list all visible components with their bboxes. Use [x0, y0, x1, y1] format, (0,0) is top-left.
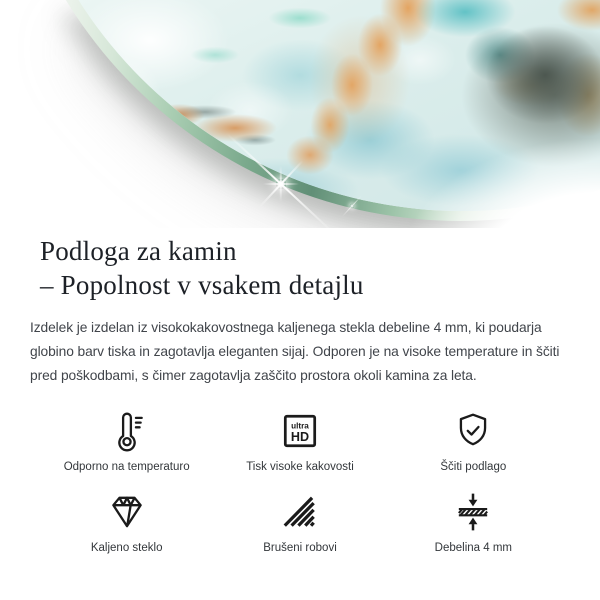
thermometer-icon: [106, 410, 148, 452]
feature-polished-edges: [213, 491, 386, 554]
feature-print-quality: [213, 410, 386, 473]
page-title-line1: Podloga za kamin: [40, 236, 237, 266]
feature-protects-surface: [387, 410, 560, 473]
page-title-line2: – Popolnost v vsakem detajlu: [40, 270, 364, 300]
hero-white-fade: [0, 0, 600, 228]
feature-label: Kaljeno steklo: [90, 542, 163, 554]
feature-label: Brušeni robovi: [263, 542, 337, 554]
feature-label: Odporno na temperaturo: [63, 461, 190, 473]
polished-edges-icon: [279, 491, 321, 533]
diamond-icon: [106, 491, 148, 533]
feature-label: Tisk visoke kakovosti: [246, 461, 354, 473]
product-info-section: [0, 234, 600, 554]
features-grid: [40, 410, 560, 554]
shield-check-icon: [452, 410, 494, 452]
product-description: Izdelek je izdelan iz visokokakovostnega kaljenega stekla debeline 4 mm, ki poudarja globino barv tiska in zagotavlja eleganten sijaj. Odporen je na visoke temperature in ščiti pred poškodbami, s čimer zagotavlja zaščito prostora okoli kamina za leta.: [30, 320, 560, 383]
page-title: [40, 234, 570, 302]
feature-thickness: [387, 491, 560, 554]
svg-text:ultra: ultra: [291, 421, 309, 431]
feature-label: Ščiti podlago: [440, 461, 507, 473]
thickness-icon: [452, 491, 494, 533]
feature-temperature-resistant: [40, 410, 213, 473]
product-hero-image: [0, 0, 600, 228]
feature-label: Debelina 4 mm: [434, 542, 512, 554]
ultra-hd-icon: [279, 410, 321, 452]
svg-text:HD: HD: [290, 429, 310, 444]
feature-tempered-glass: [40, 491, 213, 554]
